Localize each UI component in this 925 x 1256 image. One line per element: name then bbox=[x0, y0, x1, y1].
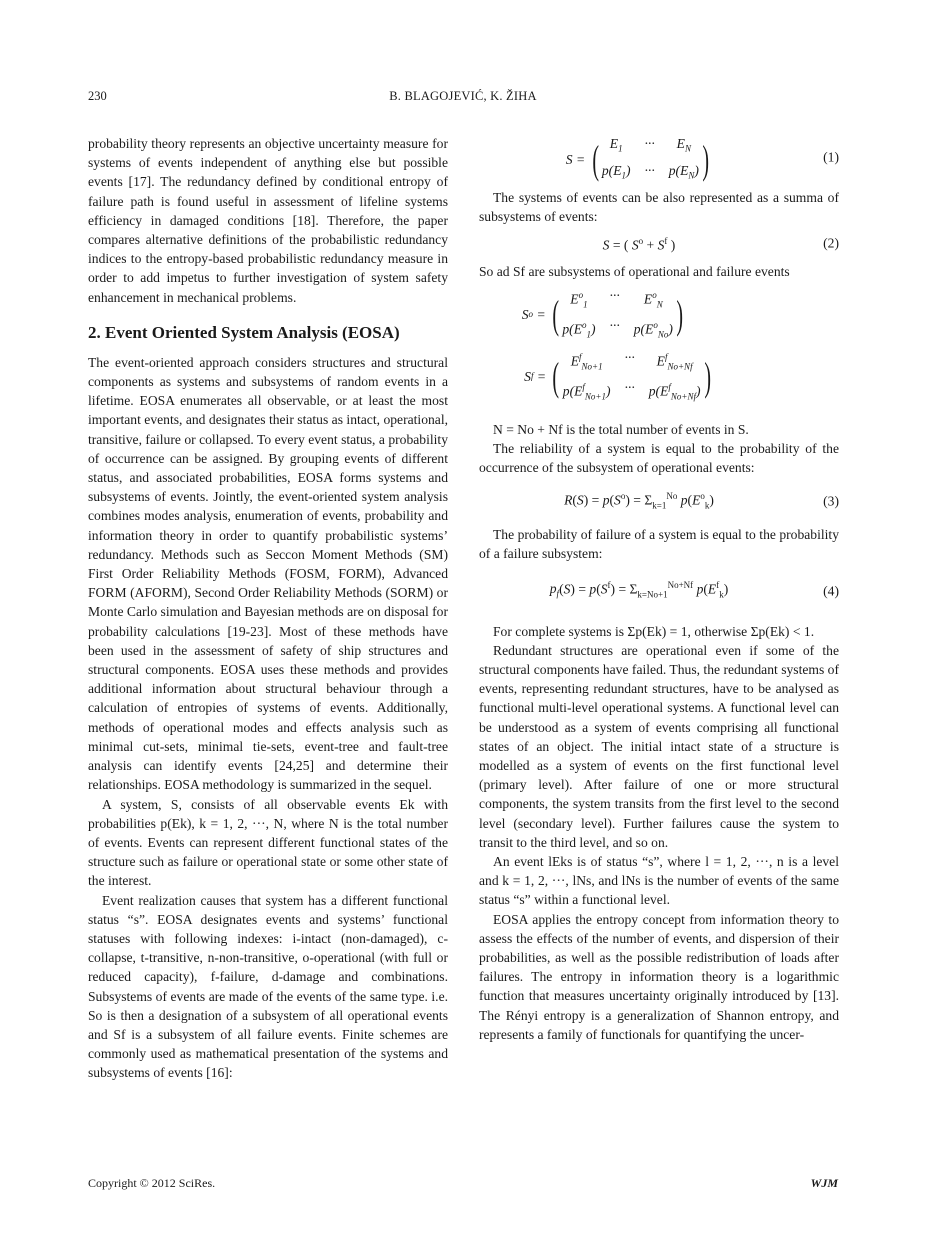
entropy-paragraph: EOSA applies the entropy concept from information theory to assess the effects of the number of events, and dispersion of their probabilities, as well as the possible redistribution of loads after failures. The entropy in information theory is a logarithmic function that measures uncertainty originally introduced by [13]. The Rényi entropy is a generalization of Shannon entropy, and represents a family of functionals for quantifying the uncer- bbox=[479, 911, 839, 1042]
eosa-paragraph-1: The event-oriented approach considers structures and structural components as systems and subsystems of random events in a lifetime. EOSA enumerates all observable, or at least the most important events, and designates their status as intact, operational, transitive, failure or collapsed. To every event status, a probability of occurrence can be assigned. By grouping events of different status, and associated probabilities, EOSA forms systems and subsystems of events. Jointly, the event-oriented system analysis combines modes analysis, enumeration of events, probability and information theory in order to quantify probabilistic systems’ redundancy. Methods such as Seccon Moment Methods (SM) First Order Reliability Methods (FOSM, FORM), Advanced FORM (AFORM), Second Order Reliability Methods (SORM) or Monte Carlo simulation and Bayesian methods are on disposal for probability calculations [19-23]. Most of these methods have been used in the assessment of safety of ship structures and structural components. EOSA uses these methods and provides additional information about structural behaviour through a calculation of entropies of systems of events. Additionally, methods of operational modes and effects analysis such as minimal cut-sets, minimal tie-sets, event-tree and fault-tree analysis can identify events [24,25] and determine their relationships. EOSA methodology is summarized in the sequel. bbox=[88, 354, 448, 793]
section-title: 2. Event Oriented System Analysis (EOSA) bbox=[88, 322, 400, 342]
event-status-paragraph: An event lEks is of status “s”, where l = 1, 2, ···, n is a level and k = 1, 2, ···, lNs, and lNs is the number of events of the same status “s” within a functional level. bbox=[479, 854, 839, 908]
left-column bbox=[88, 134, 448, 1083]
equation-2: S = ( $S^o + S^f$ ) (2) bbox=[602, 235, 839, 253]
reliability-paragraph: The reliability of a system is equal to the probability of the occurrence of the subsystem of operational events: bbox=[479, 440, 839, 476]
eq1-matrix: S = ( $E_1$ ··· $E_N$ $p(E_1)$ ··· $p(E_N)$ ) bbox=[565, 136, 709, 182]
complete-systems-paragraph: For complete systems is Σp(Ek) = 1, otherwise Σp(Ek) < 1. bbox=[493, 623, 815, 639]
eq2-number: (2) bbox=[823, 235, 839, 251]
total-events-paragraph: N = No + Nf is the total number of events in S. bbox=[493, 421, 749, 437]
subsystem-paragraph: So ad Sf are subsystems of operational and failure events bbox=[479, 264, 790, 280]
copyright: Copyright © 2012 SciRes. bbox=[88, 1176, 216, 1190]
redundancy-paragraph: Redundant structures are operational even if some of the structural components have failed. Thus, the redundant systems of events, representing redundant structures, have to be analysed as functional multi-level operational systems. A functional level can be understood as a system of events comprising all functional states of an object. The initial intact state of a structure is modelled as a system of events on the first functional level (primary level). After failure of one or more structural components, the system transits from the first level to the second level (secondary level). Further failures cause the system to transit to the third level, and so on. bbox=[479, 642, 839, 850]
equation-sf: S f = ( $E^f_{No+1}$ ··· $E^f_{No+Nf}$ $p(E^f_{No+1})$ ··· $p(E^f_{No+Nf})$ ) bbox=[524, 349, 711, 402]
equation-4: $p_f(S) = p(S^f) = \Sigma_{k=No+1}^{No+Nf}$ $p(E^f_k)$ (4) bbox=[549, 579, 839, 599]
equation-so: S o = ( $E^o_1$ ··· $E^o_N$ $p(E^o_1)$ ··· $p(E^o_{No})$ ) bbox=[521, 287, 683, 340]
eq1-number: (1) bbox=[823, 149, 839, 165]
equation-1 bbox=[479, 134, 839, 180]
right-column bbox=[479, 134, 839, 1044]
journal-name: WJM bbox=[810, 1176, 838, 1190]
sum-paragraph: The systems of events can be also represented as a summa of subsystems of events: bbox=[479, 190, 839, 225]
eq3-number: (3) bbox=[823, 493, 839, 509]
intro-paragraph: probability theory represents an objective uncertainty measure for systems of events independent of anything else but possible events [17]. The redundancy defined by conditional entropy of failure path is found useful in assessment of lifeline systems efficiency in damaged conditions [18]. Therefore, the paper compares alternative definitions of the probabilistic redundancy indices to the entropy-based probabilistic redundancy measure in order to add impetus to further investigation of system safety enhancement in mechanical problems. bbox=[88, 136, 448, 305]
equation-3: $R(S) = p(S^o) = \Sigma_{k=1}^{No}$ $p(E^o_k)$ (3) bbox=[564, 491, 839, 511]
eosa-paragraph-2: A system, S, consists of all observable events Ek with probabilities p(Ek), k = 1, 2, ···, N, where N is the total number of events. Events can represent different functional states of the structure such as failure or operational state or some other state of the interest. bbox=[88, 796, 448, 889]
running-authors: B. BLAGOJEVIĆ, K. ŽIHA bbox=[389, 89, 537, 103]
eosa-paragraph-3: Event realization causes that system has a different functional status “s”. EOSA designates events and systems’ functional statuses with following indexes: i-intact (non-damaged), c-collapse, t-transitive, n-non-transitive, o-operational (with full or reduced capacity), f-failure, d-damage and combinations. Subsystems of events are made of the events of the same type. i.e. So is then a designation of a subsystem of all operational events and Sf is a subsystem of all failure events. Finite schemes are commonly used as mathematical presentation of the systems and subsystems of events [16]: bbox=[88, 892, 448, 1081]
eq4-number: (4) bbox=[823, 583, 839, 599]
failure-paragraph: The probability of failure of a system is equal to the probability of a failure subsystem: bbox=[479, 527, 839, 562]
page-number: 230 bbox=[88, 89, 107, 103]
